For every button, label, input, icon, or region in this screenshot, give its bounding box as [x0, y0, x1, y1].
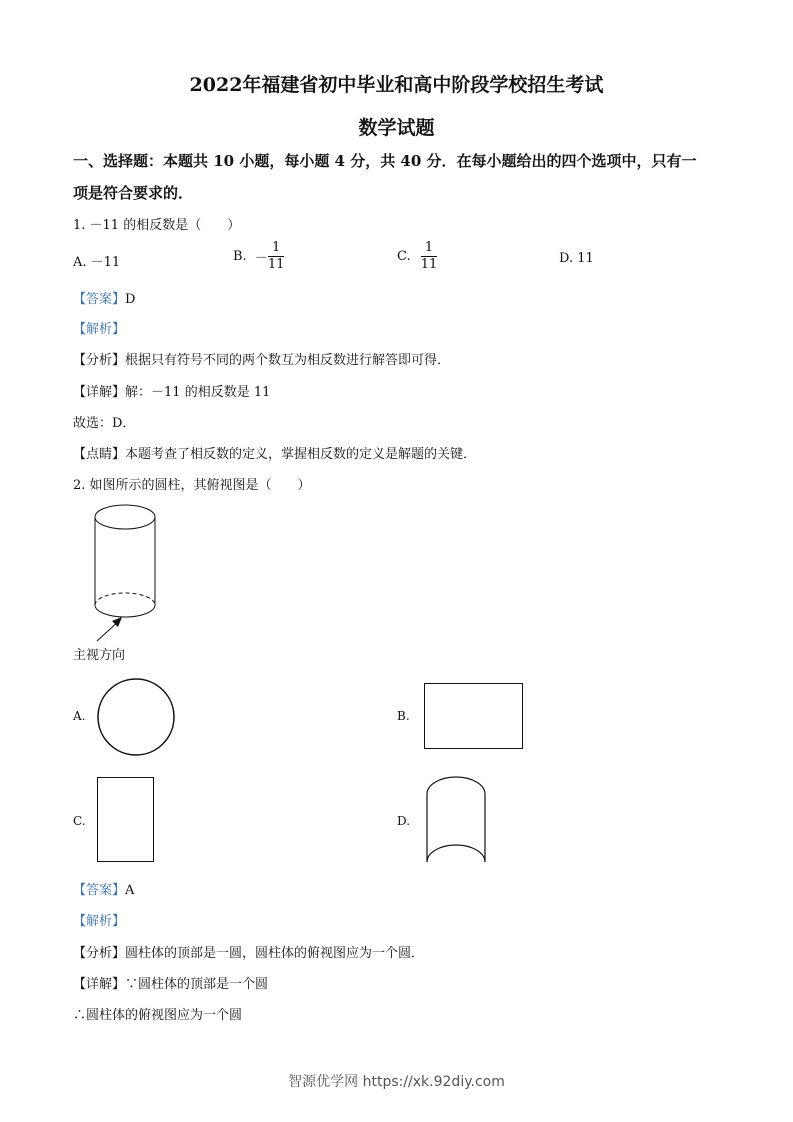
q2-conclusion: ∴圆柱体的俯视图应为一个圆 — [73, 1008, 243, 1023]
footer-watermark: 智源优学网 https://xk.92diy.com — [288, 1074, 505, 1090]
q2-figure-caption: 主视方向 — [73, 648, 126, 663]
q1-answer: D — [125, 292, 136, 307]
q1-detail: 解：－11 的相反数是 11 — [125, 385, 271, 400]
q1-option-c-denominator: 11 — [420, 257, 438, 272]
q2-detail-line — [73, 973, 268, 992]
answer-tag: 【答案】 — [73, 883, 126, 898]
q2-option-c-label: C. — [73, 814, 86, 828]
q2-detail: ∵圆柱体的顶部是一个圆 — [125, 977, 269, 992]
q2-option-b-rectangle — [424, 683, 524, 751]
q2-option-c-rectangle — [97, 777, 155, 863]
q1-comment-line — [73, 443, 476, 462]
q2-answer-line — [73, 879, 134, 898]
q2-fenxi-line — [73, 942, 424, 961]
view-direction-arrow-line — [97, 620, 120, 641]
cylinder-bottom-back-dashed — [95, 593, 155, 605]
q2-analysis-tag: 【解析】 — [73, 914, 126, 929]
q2-fenxi: 圆柱体的顶部是一圆，圆柱体的俯视图应为一个圆． — [125, 946, 425, 961]
fenxi-tag: 【分析】 — [73, 946, 126, 961]
q1-option-c-label: C. — [397, 249, 411, 264]
q1-option-b-label: B. — [233, 249, 247, 264]
q1-option-b-sign: － — [254, 251, 268, 266]
q1-option-d: D. 11 — [559, 251, 594, 266]
q1-choose: 故选：D． — [73, 416, 136, 431]
q1-comment: 本题考查了相反数的定义，掌握相反数的定义是解题的关键． — [125, 447, 477, 462]
q1-fenxi-line — [73, 349, 450, 368]
comment-tag: 【点睛】 — [73, 447, 126, 462]
detail-tag: 【详解】 — [73, 977, 126, 992]
page-subtitle: 数学试题 — [358, 117, 435, 139]
answer-tag: 【答案】 — [73, 292, 126, 307]
q2-option-b-label: B. — [397, 709, 410, 723]
q1-option-c-numerator: 1 — [421, 240, 438, 257]
q2-option-a-label: A. — [73, 709, 86, 723]
q2-option-d-arched-shape — [424, 774, 488, 866]
section-heading-line2: 项是符合要求的． — [73, 184, 194, 202]
q1-answer-line — [73, 288, 135, 307]
q1-fenxi: 根据只有符号不同的两个数互为相反数进行解答即可得． — [125, 353, 451, 368]
cylinder-top-ellipse — [95, 505, 155, 529]
q2-stem: 2. 如图所示的圆柱，其俯视图是（ ） — [73, 478, 311, 493]
q1-option-c — [397, 240, 437, 273]
q2-option-a-circle — [97, 678, 177, 758]
view-direction-arrowhead — [112, 617, 122, 627]
section-heading-line1: 一、选择题：本题共 10 小题，每小题 4 分，共 40 分．在每小题给出的四个选项中，只有一 — [73, 152, 697, 170]
q1-detail-line — [73, 381, 270, 400]
q1-option-a: A. －11 — [73, 255, 121, 270]
detail-tag: 【详解】 — [73, 385, 126, 400]
page-title: 2022年福建省初中毕业和高中阶段学校招生考试 — [189, 74, 604, 96]
q1-stem: 1. －11 的相反数是（ ） — [73, 218, 241, 233]
q1-analysis-tag: 【解析】 — [73, 322, 126, 337]
q1-option-b-fraction — [268, 240, 285, 273]
cylinder-bottom-front — [95, 605, 155, 617]
q2-option-d-label: D. — [397, 814, 411, 828]
q1-option-b-denominator: 11 — [267, 257, 285, 272]
fenxi-tag: 【分析】 — [73, 353, 126, 368]
q1-option-c-fraction — [421, 240, 438, 273]
q1-option-b-numerator: 1 — [268, 240, 285, 257]
q2-answer: A — [125, 883, 135, 898]
q1-option-b — [233, 240, 284, 273]
